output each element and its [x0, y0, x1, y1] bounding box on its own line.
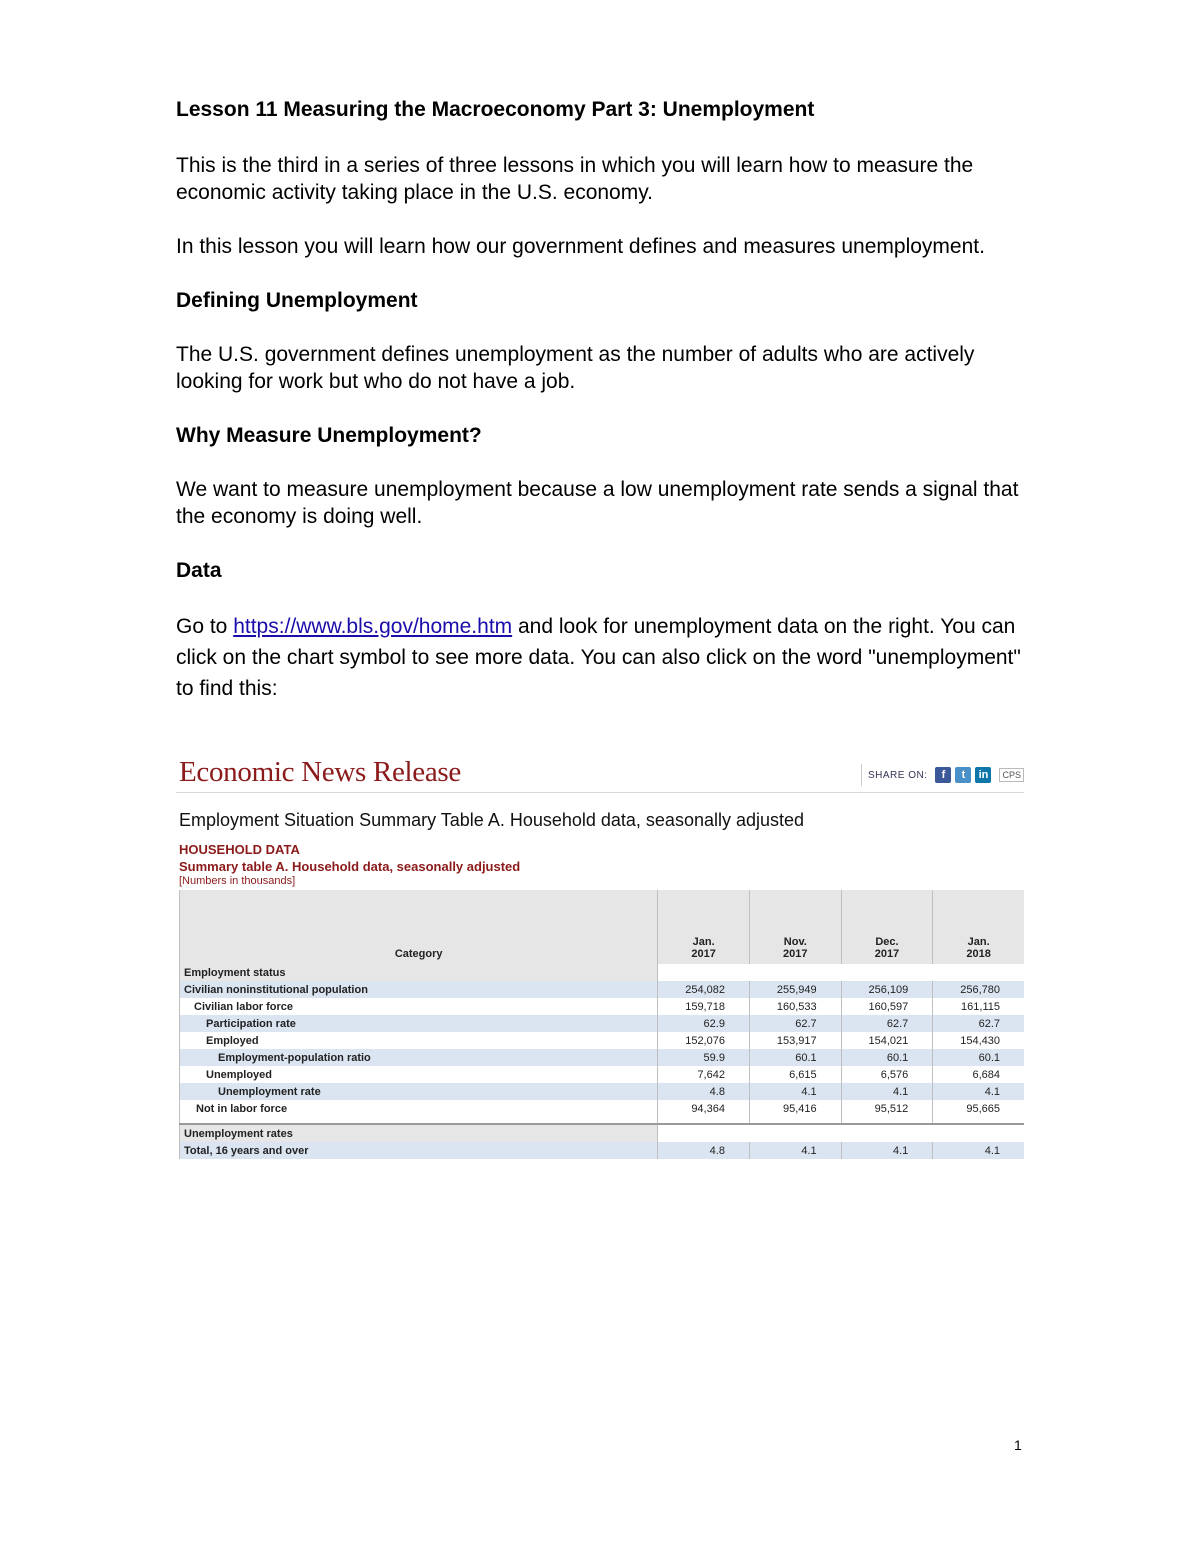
- table-header-row: [180, 890, 1025, 964]
- table-note: [Numbers in thousands]: [179, 875, 296, 887]
- why-paragraph: We want to measure unemployment because a low unemployment rate sends a signal that the economy is doing well.: [176, 478, 1019, 528]
- facebook-icon[interactable]: f: [935, 767, 951, 783]
- col-dec-2017: Dec. 2017: [841, 890, 933, 964]
- economic-news-release-screenshot: [176, 756, 1024, 1166]
- col-jan-2018: Jan. 2018: [933, 890, 1024, 964]
- heading-why-measure: Why Measure Unemployment?: [176, 424, 482, 447]
- table-row: Unemployment rate 4.8 4.1 4.1 4.1: [180, 1083, 1025, 1100]
- lesson-title: Lesson 11 Measuring the Macroeconomy Part 3: Unemployment: [176, 98, 815, 121]
- table-row: Employment-population ratio 59.9 60.1 60.1 60.1: [180, 1049, 1025, 1066]
- bls-link[interactable]: https://www.bls.gov/home.htm: [233, 615, 513, 638]
- intro-paragraph-1: This is the third in a series of three lessons in which you will learn how to measure the economic activity taking place in the U.S. economy.: [176, 154, 974, 204]
- col-nov-2017: Nov. 2017: [749, 890, 841, 964]
- heading-data: Data: [176, 559, 222, 582]
- release-title: Economic News Release: [179, 756, 461, 788]
- share-more-label: CPS: [999, 768, 1024, 782]
- heading-defining-unemployment: Defining Unemployment: [176, 289, 418, 312]
- table-title: Summary table A. Household data, seasonally adjusted: [179, 859, 521, 874]
- table-row: Employment status: [180, 964, 1025, 981]
- data-text-pre: Go to: [176, 615, 234, 638]
- release-divider: [176, 792, 1024, 793]
- share-bar: [861, 764, 1024, 786]
- table-row: Not in labor force 94,364 95,416 95,512 95,665: [180, 1100, 1025, 1117]
- linkedin-icon[interactable]: in: [975, 767, 991, 783]
- twitter-icon[interactable]: t: [955, 767, 971, 783]
- household-data-table: [179, 890, 1024, 1159]
- table-row: Total, 16 years and over 4.8 4.1 4.1 4.1: [180, 1142, 1025, 1159]
- data-text-post: and look for unemployment data on the right. You can click on the chart symbol to see more data. You can also click on the word "unemployment" to find this:: [176, 615, 1021, 700]
- table-row: Participation rate 62.9 62.7 62.7 62.7: [180, 1015, 1025, 1032]
- intro-paragraph-2: In this lesson you will learn how our government defines and measures unemployment.: [176, 235, 985, 258]
- document-body: [176, 96, 1026, 731]
- table-row: Unemployment rates: [180, 1124, 1025, 1142]
- table-row: Civilian labor force 159,718 160,533 160,597 161,115: [180, 998, 1025, 1015]
- table-row: Employed 152,076 153,917 154,021 154,430: [180, 1032, 1025, 1049]
- table-row: Unemployed 7,642 6,615 6,576 6,684: [180, 1066, 1025, 1083]
- section-title: HOUSEHOLD DATA: [179, 842, 300, 857]
- col-jan-2017: Jan. 2017: [658, 890, 750, 964]
- share-label: SHARE ON:: [867, 769, 928, 781]
- data-paragraph: [176, 611, 1026, 704]
- release-subtitle: Employment Situation Summary Table A. Household data, seasonally adjusted: [179, 810, 805, 830]
- col-category: Category: [180, 890, 658, 964]
- defining-paragraph: The U.S. government defines unemployment as the number of adults who are actively looking for work but who do not have a job.: [176, 343, 975, 393]
- table-spacer: [180, 1117, 1025, 1124]
- table-row: Civilian noninstitutional population 254,082 255,949 256,109 256,780: [180, 981, 1025, 998]
- page-number: 1: [1014, 1437, 1022, 1453]
